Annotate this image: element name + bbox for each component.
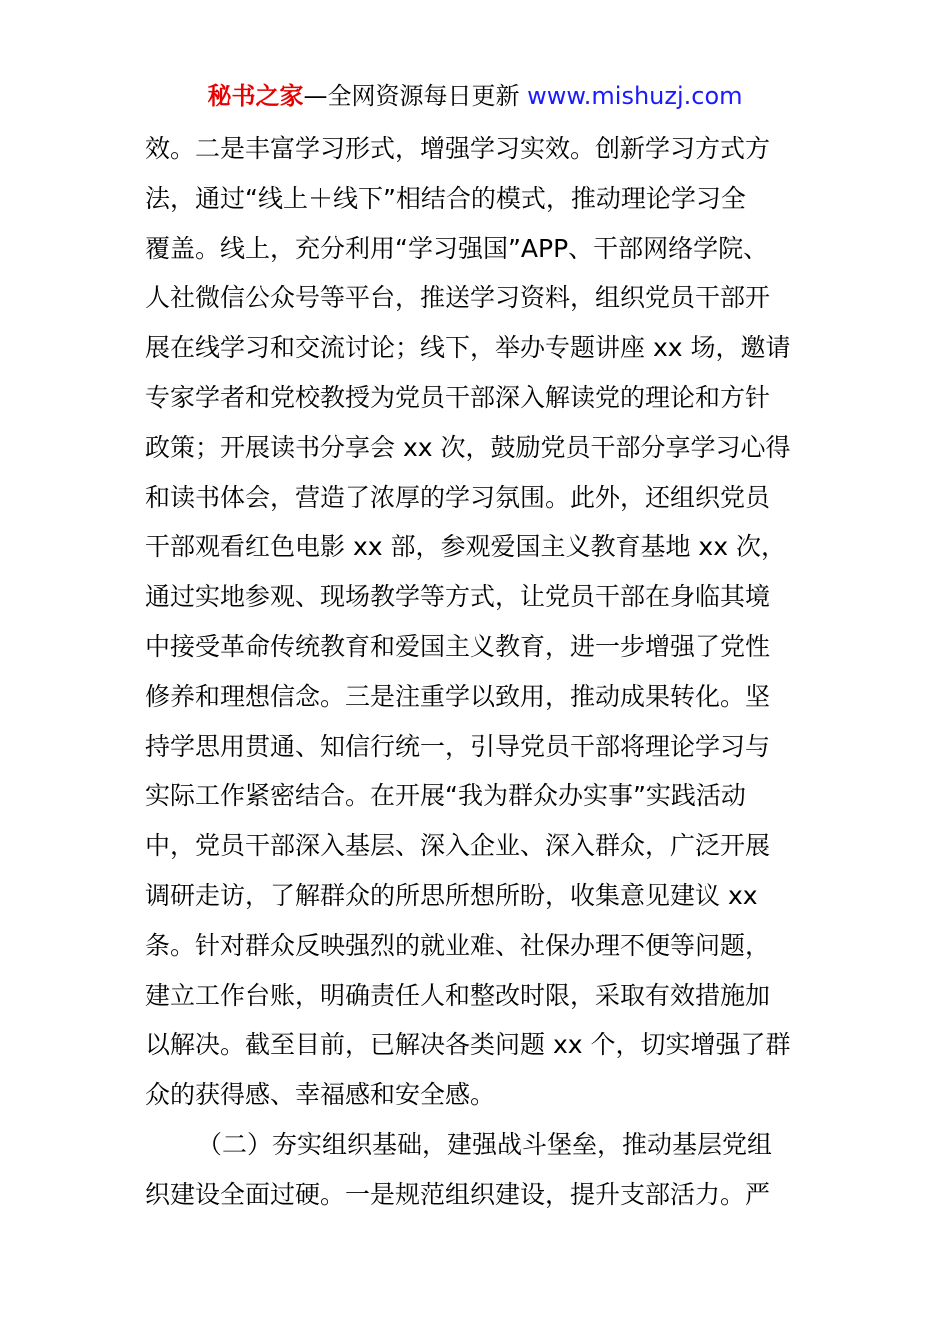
text-line: 政策；开展读书分享会 xx 次，鼓励党员干部分享学习心得 [145,432,791,462]
paragraph-start-line: （二）夯实组织基础，建强战斗堡垒，推动基层党组 [197,1129,773,1159]
text-line: 建立工作台账，明确责任人和整改时限，采取有效措施加 [145,980,771,1010]
site-header [0,80,950,112]
site-url-link[interactable]: www.mishuzj.com [527,82,743,110]
text-line: 以解决。截至目前，已解决各类问题 xx 个，切实增强了群 [145,1030,791,1060]
text-line: 覆盖。线上，充分利用“学习强国”APP、干部网络学院、 [145,233,769,263]
text-line: 众的获得感、幸福感和安全感。 [145,1080,496,1110]
text-line: 法，通过“线上＋线下”相结合的模式，推动理论学习全 [145,183,746,213]
text-line: 实际工作紧密结合。在开展“我为群众办实事”实践活动 [145,781,746,811]
text-line: 持学思用贯通、知信行统一，引导党员干部将理论学习与 [145,731,771,761]
text-line: 通过实地参观、现场教学等方式，让党员干部在身临其境 [145,582,771,612]
text-line: 中，党员干部深入基层、深入企业、深入群众，广泛开展 [145,831,771,861]
text-line: 专家学者和党校教授为党员干部深入解读党的理论和方针 [145,382,771,412]
text-line: 效。二是丰富学习形式，增强学习实效。创新学习方式方 [145,134,771,163]
brand-name: 秘书之家 [207,82,304,110]
text-line: 调研走访，了解群众的所思所想所盼，收集意见建议 xx [145,880,758,910]
text-line: 织建设全面过硬。一是规范组织建设，提升支部活力。严 [145,1179,771,1209]
text-line: 修养和理想信念。三是注重学以致用，推动成果转化。坚 [145,681,771,711]
text-line: 展在线学习和交流讨论；线下，举办专题讲座 xx 场，邀请 [145,333,791,363]
text-line: 和读书体会，营造了浓厚的学习氛围。此外，还组织党员 [145,482,771,512]
document-body [145,124,810,1220]
text-line: 中接受革命传统教育和爱国主义教育，进一步增强了党性 [145,631,771,661]
text-line: 干部观看红色电影 xx 部，参观爱国主义教育基地 xx 次， [145,532,786,562]
text-line: 人社微信公众号等平台，推送学习资料，组织党员干部开 [145,283,771,313]
header-tagline: —全网资源每日更新 [303,82,520,110]
text-line: 条。针对群众反映强烈的就业难、社保办理不便等问题， [145,930,771,960]
